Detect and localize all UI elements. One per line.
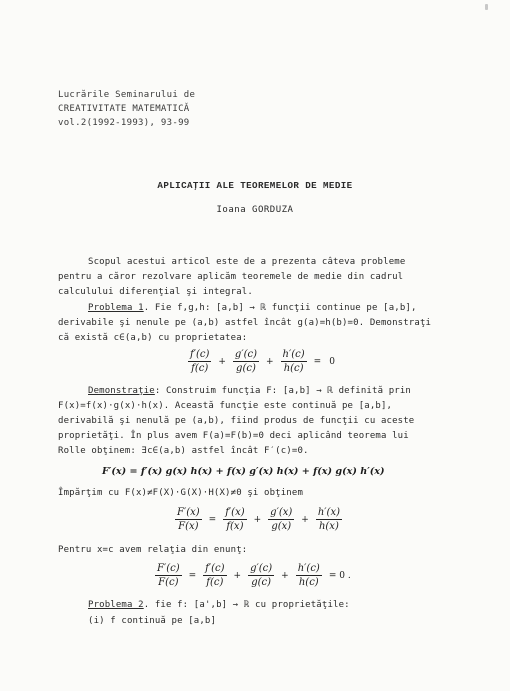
- problem1-text-1: . Fie f,g,h: [a,b] → ℝ funcţii continue pe [a,b],: [143, 303, 417, 313]
- problem1-label: Problema 1: [88, 303, 144, 313]
- header-line-1: Lucrările Seminarului de: [58, 90, 196, 100]
- demo-label: Demonstraţie: [88, 386, 155, 396]
- fraction-F-c: $\frac{F'(c)}{F(c)}$: [157, 563, 180, 588]
- fraction-f-c: $\frac{f'(c)}{f(c)}$: [205, 563, 225, 588]
- header-line-3: vol.2(1992-1993), 93-99: [58, 118, 190, 128]
- article-author: Ioana GORDUZA: [216, 205, 294, 215]
- header-line-2: CREATIVITATE MATEMATICĂ: [58, 104, 190, 114]
- fraction-h: $\frac{h'(c)}{h(c)}$: [282, 349, 305, 374]
- article-title: APLICAŢII ALE TEOREMELOR DE MEDIE: [157, 180, 353, 191]
- demo-line-3: derivabilă şi nenulă pe (a,b), fiind produs de funcţii cu aceste: [58, 416, 415, 426]
- fraction-F-x: $\frac{F'(x)}{F(x)}$: [177, 507, 200, 532]
- formula-3: $\frac{F'(x)}{F(x)}$ = $\frac{f'(x)}{f(x)}$ + $\frac{g'(x)}{g(x)}$ + $\frac{h'(x)}{h(x)}$: [177, 507, 340, 532]
- demo-line-1: Demonstraţie: Construim funcţia F: [a,b] → ℝ definită prin: [88, 386, 411, 396]
- demo-line-4: proprietăţi. În plus avem F(a)=F(b)=0 deci aplicând teorema lui: [58, 431, 409, 441]
- divide-text: Împărţim cu F(x)≠F(X)·G(X)·H(X)≠0 şi obţinem: [58, 488, 304, 498]
- intro-line-3: calculului diferenţial şi integral.: [58, 287, 253, 297]
- formula-4: $\frac{F'(c)}{F(c)}$ = $\frac{f'(c)}{f(c)}$ + $\frac{g'(c)}{g(c)}$ + $\frac{h'(c)}{h(c)}$ = 0 .: [157, 563, 351, 588]
- formula-1: $\frac{f'(c)}{f(c)}$ + $\frac{g'(c)}{g(c)}$ + $\frac{h'(c)}{h(c)}$ = 0: [190, 349, 335, 374]
- intro-line-1: Scopul acestui articol este de a prezenta câteva probleme: [88, 257, 406, 267]
- pentru-text: Pentru x=c avem relaţia din enunţ:: [58, 545, 248, 555]
- formula-2: F′(x) = f′(x) g(x) h(x) + f(x) g′(x) h(x) + f(x) g(x) h′(x): [102, 466, 385, 477]
- problem1-line-1: [88, 301, 417, 317]
- problem2-line-1: Problema 2. fie f: [a',b] → ℝ cu proprietăţile:: [88, 600, 350, 610]
- problem1-line-3: că există c∈(a,b) cu proprietatea:: [58, 333, 248, 343]
- journal-header: [58, 88, 195, 130]
- fraction-f-x: $\frac{f'(x)}{f(x)}$: [225, 507, 245, 532]
- fraction-h-x: $\frac{h'(x)}{h(x)}$: [317, 507, 340, 532]
- problem1-line-2: derivabile şi nenule pe (a,b) astfel încât g(a)=h(b)=0. Demonstraţi: [58, 318, 432, 328]
- scan-speck: [485, 4, 488, 10]
- demo-line-2: F(x)=f(x)·g(x)·h(x). Această funcţie este continuă pe [a,b],: [58, 401, 393, 411]
- fraction-f: $\frac{f'(c)}{f(c)}$: [190, 349, 210, 374]
- fraction-g-x: $\frac{g'(x)}{g(x)}$: [270, 507, 293, 532]
- problem2-label: Problema 2: [88, 600, 144, 610]
- demo-line-5: Rolle obţinem: ∃c∈(a,b) astfel încât F′(c)=0.: [58, 446, 309, 456]
- fraction-g-c: $\frac{g'(c)}{g(c)}$: [250, 563, 273, 588]
- problem2-line-2: (i) f continuă pe [a,b]: [88, 616, 217, 626]
- fraction-h-c: $\frac{h'(c)}{h(c)}$: [297, 563, 320, 588]
- fraction-g: $\frac{g'(c)}{g(c)}$: [234, 349, 257, 374]
- intro-line-2: pentru a căror rezolvare aplicăm teoremele de medie din cadrul: [58, 272, 404, 282]
